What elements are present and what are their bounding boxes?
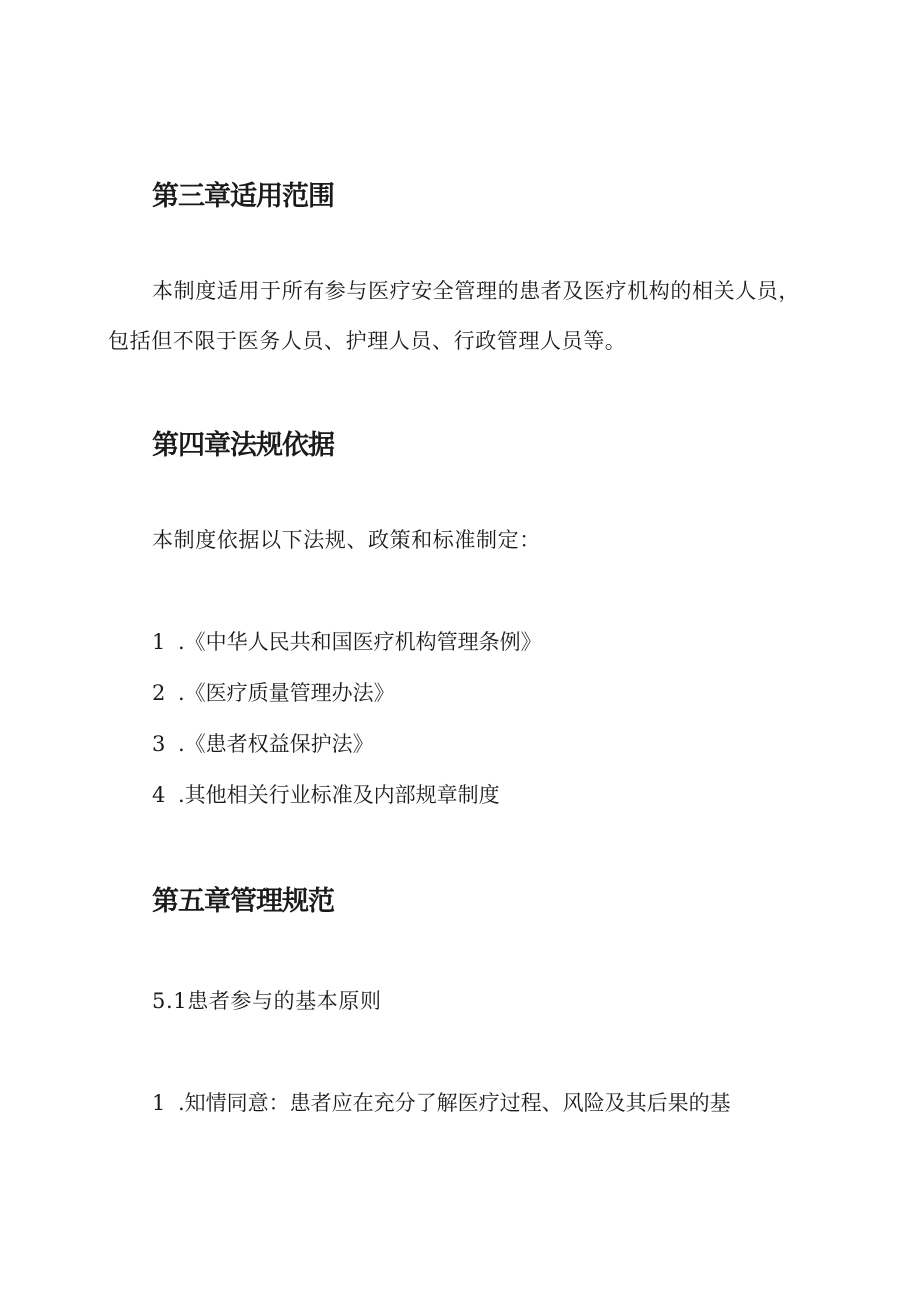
list-item (152, 1088, 731, 1118)
list-item-text: .《中华人民共和国医疗机构管理条例》 (178, 630, 542, 654)
list-item-number: 4 (152, 783, 166, 807)
chapter-4-intro: 本制度依据以下法规、政策和标准制定： (152, 528, 541, 552)
list-item-text: .知情同意：患者应在充分了解医疗过程、风险及其后果的基 (178, 1091, 731, 1115)
list-item-text: .《医疗质量管理办法》 (178, 681, 395, 705)
list-item (152, 678, 395, 708)
chapter-3-paragraph-line-2: 包括但不限于医务人员、护理人员、行政管理人员等。 (108, 329, 627, 353)
chapter-3-paragraph-line-1: 本制度适用于所有参与医疗安全管理的患者及医疗机构的相关人员， (152, 279, 800, 303)
section-5-1-title: 5.1患者参与的基本原则 (152, 989, 382, 1013)
list-item (152, 627, 542, 657)
chapter-3-heading: 第三章适用范围 (152, 181, 334, 212)
list-item (152, 780, 500, 810)
list-item-number: 3 (152, 732, 166, 756)
list-item-number: 2 (152, 681, 166, 705)
list-item (152, 729, 374, 759)
chapter-4-heading: 第四章法规依据 (152, 430, 334, 461)
list-item-text: .《患者权益保护法》 (178, 732, 374, 756)
list-item-number: 1 (152, 1091, 166, 1115)
chapter-5-heading: 第五章管理规范 (152, 886, 334, 917)
list-item-text: .其他相关行业标准及内部规章制度 (178, 783, 500, 807)
list-item-number: 1 (152, 630, 166, 654)
